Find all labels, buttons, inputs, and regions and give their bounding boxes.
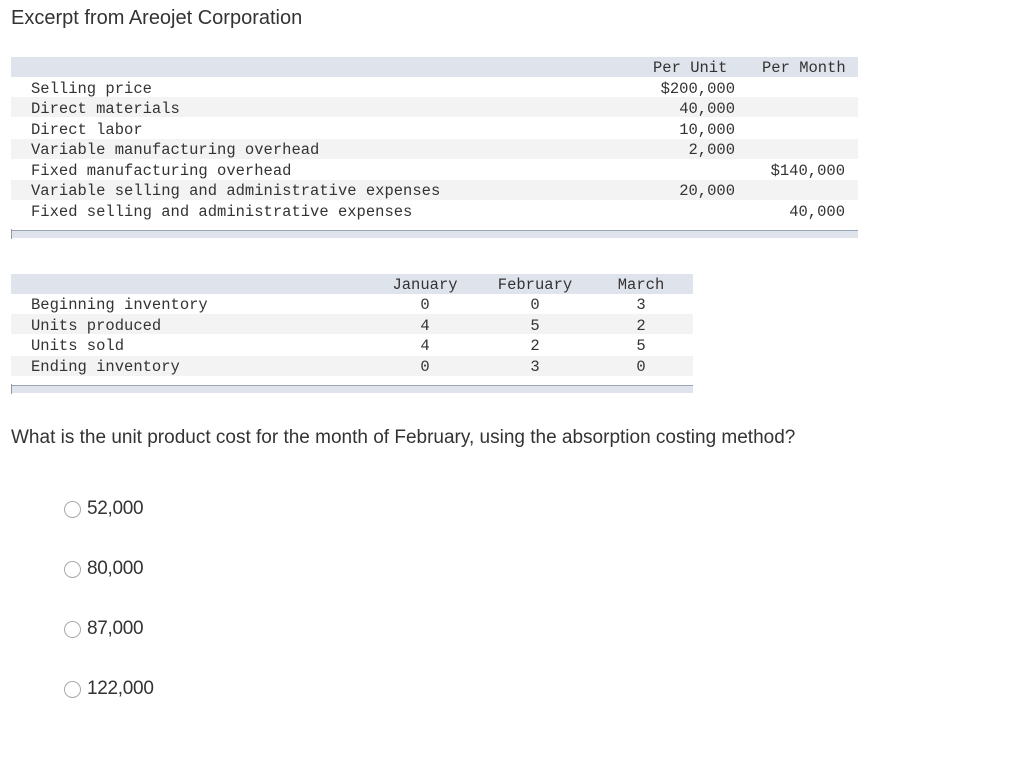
january-value: 0 xyxy=(420,358,430,376)
table-header-band xyxy=(11,274,693,294)
inventory-table xyxy=(11,274,693,393)
table-header-band xyxy=(11,57,858,77)
radio-button[interactable] xyxy=(64,681,81,698)
row-label: Selling price xyxy=(31,80,152,98)
answer-option-label: 122,000 xyxy=(87,678,154,699)
radio-button[interactable] xyxy=(64,561,81,578)
row-label: Units sold xyxy=(31,337,125,355)
march-value: 5 xyxy=(636,337,646,355)
row-label: Variable manufacturing overhead xyxy=(31,141,320,159)
per-month-value: $140,000 xyxy=(770,162,845,180)
answer-option-label: 80,000 xyxy=(87,558,144,579)
january-value: 0 xyxy=(420,296,430,314)
february-value: 0 xyxy=(530,296,540,314)
row-label: Direct materials xyxy=(31,100,180,118)
answer-option[interactable] xyxy=(64,558,143,580)
row-label: Fixed manufacturing overhead xyxy=(31,162,292,180)
header-march: March xyxy=(617,276,665,294)
radio-button[interactable] xyxy=(64,501,81,518)
answer-option[interactable] xyxy=(64,678,154,700)
february-value: 5 xyxy=(530,317,540,335)
january-value: 4 xyxy=(420,337,430,355)
table-footer-bar xyxy=(11,385,693,393)
header-february: February xyxy=(497,276,573,294)
row-label: Beginning inventory xyxy=(31,296,208,314)
row-label: Variable selling and administrative expenses xyxy=(31,182,441,200)
row-label: Direct labor xyxy=(31,121,143,139)
january-value: 4 xyxy=(420,317,430,335)
table-footer-tick xyxy=(11,384,12,394)
february-value: 3 xyxy=(530,358,540,376)
answer-option-label: 87,000 xyxy=(87,618,144,639)
answer-option[interactable] xyxy=(64,498,143,520)
answer-option-label: 52,000 xyxy=(87,498,144,519)
row-label: Fixed selling and administrative expenses xyxy=(31,203,413,221)
table-footer-tick xyxy=(11,229,12,239)
header-january: January xyxy=(392,276,458,294)
cost-table xyxy=(11,57,858,238)
header-per-month: Per Month xyxy=(762,59,846,77)
march-value: 2 xyxy=(636,317,646,335)
table-footer-bar xyxy=(11,230,858,238)
per-month-value: 40,000 xyxy=(789,203,845,221)
per-unit-value: 10,000 xyxy=(679,121,735,139)
question-text: What is the unit product cost for the month of February, using the absorption costing method? xyxy=(11,427,796,448)
per-unit-value: 20,000 xyxy=(679,182,735,200)
per-unit-value: 2,000 xyxy=(688,141,735,159)
header-per-unit: Per Unit xyxy=(653,59,728,77)
per-unit-value: $200,000 xyxy=(660,80,735,98)
row-label: Ending inventory xyxy=(31,358,180,376)
answer-option[interactable] xyxy=(64,618,143,640)
february-value: 2 xyxy=(530,337,540,355)
radio-button[interactable] xyxy=(64,621,81,638)
march-value: 3 xyxy=(636,296,646,314)
row-label: Units produced xyxy=(31,317,162,335)
per-unit-value: 40,000 xyxy=(679,100,735,118)
march-value: 0 xyxy=(636,358,646,376)
page-title: Excerpt from Areojet Corporation xyxy=(11,7,303,29)
